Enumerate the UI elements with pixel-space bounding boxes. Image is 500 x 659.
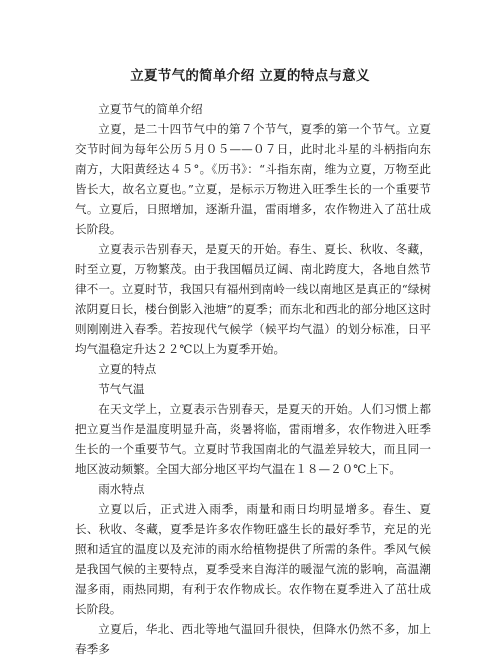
paragraph: 立夏以后，正式进入雨季，雨量和雨日均明显增多。春生、夏长、秋收、冬藏，夏季是许多农作物旺盛生长的最好季节，充足的光照和适宜的温度以及充沛的雨水给植物提供了所需的条件。季风气候是我国气候的主要特点，夏季受来自海洋的暖湿气流的影响，高温潮湿多雨，雨热同期，有利于农作物成长。农作物在夏季进入了茁壮成长阶段。: [75, 502, 431, 616]
document-body: [75, 99, 431, 659]
section-heading: 立夏节气的简单介绍: [98, 102, 203, 116]
paragraph: 立夏表示告别春天，是夏天的开始。春生、夏长、秋收、冬藏，时至立夏，万物繁茂。由于我国幅员辽阔、南北跨度大，各地自然节律不一。立夏时节，我国只有福州到南岭一线以南地区是真正的“绿树浓阴夏日长，楼台倒影入池塘”的夏季；而东北和西北的部分地区这时则刚刚进入春季。若按现代气候学（候平均气温）的划分标准，日平均气温稳定升达２２℃以上为夏季开始。: [75, 242, 431, 356]
paragraph: 立夏，是二十四节气中的第７个节气，夏季的第一个节气。立夏交节时间为每年公历５月０５——０７日，此时北斗星的斗柄指向东南方，大阳黄经达４５°。《历书》：“斗指东南，维为立夏，万物至此皆长大，故名立夏也。”立夏，是标示万物进入旺季生长的一个重要节气。立夏后，日照增加，逐渐升温，雷雨增多，农作物进入了茁壮成长阶段。: [75, 122, 431, 236]
subsection-heading: 雨水特点: [98, 482, 145, 496]
section-heading: 立夏的特点: [98, 362, 157, 376]
document-title: 立夏节气的简单介绍 立夏的特点与意义: [130, 68, 370, 84]
paragraph: 在天文学上，立夏表示告别春天，是夏天的开始。人们习惯上都把立夏当作是温度明显升高，炎暑将临，雷雨增多，农作物进入旺季生长的一个重要节气。立夏时节我国南北的气温差异较大，而且同一地区波动频繁。全国大部分地区平均气温在１８—２０℃上下。: [75, 402, 431, 476]
paragraph: 立夏后，华北、西北等地气温回升很快，但降水仍然不多，加上春季多: [75, 622, 431, 656]
subsection-heading: 节气气温: [98, 382, 145, 396]
